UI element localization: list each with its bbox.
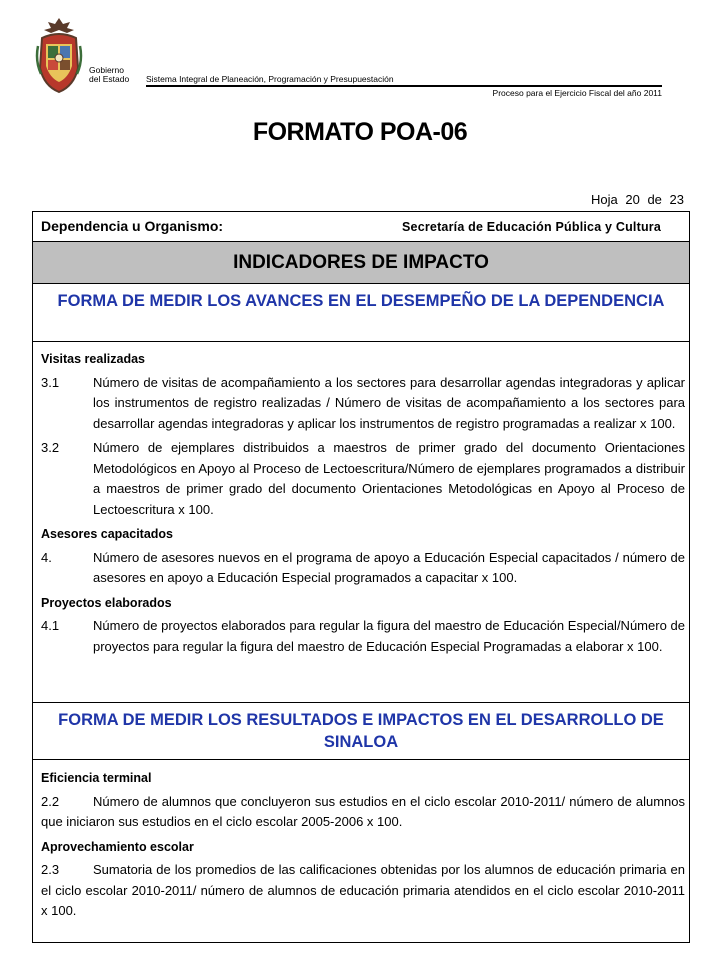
sheet-total: 23 (669, 192, 684, 207)
list-item (41, 860, 685, 922)
item-number: 4.1 (41, 618, 60, 633)
government-line-1: Gobierno (89, 65, 124, 75)
dependency-value: Secretaría de Educación Pública y Cultura (402, 220, 661, 234)
item-text: Número de alumnos que concluyeron sus estudios en el ciclo escolar 2010-2011/ número de alumnos que iniciaron sus estudios en el ciclo escolar 2005-2006 x 100. (41, 793, 685, 829)
group-subtitle: Visitas realizadas (41, 352, 146, 366)
list-item (41, 373, 685, 435)
system-name: Sistema Integral de Planeación, Programación y Presupuestación (146, 74, 394, 84)
dependency-row (33, 212, 689, 242)
page-header (0, 0, 720, 110)
section-2-body (41, 768, 685, 926)
group-subtitle: Proyectos elaborados (41, 595, 172, 610)
sheet-number (587, 192, 684, 207)
government-label (89, 66, 129, 84)
section-2-title: FORMA DE MEDIR LOS RESULTADOS E IMPACTOS EN EL DESARROLLO DE SINALOA (33, 702, 689, 760)
page-title: FORMATO POA-06 (252, 118, 468, 146)
government-line-2: del Estado (89, 74, 130, 84)
group-subtitle: Asesores capacitados (41, 527, 174, 541)
header-divider (146, 85, 662, 87)
item-number: 3.2 (41, 440, 60, 455)
list-item (41, 438, 685, 520)
item-text: Número de visitas de acompañamiento a los sectores para desarrollar agendas integradoras y aplicar los instrumentos de registro realizadas / Número de visitas de acompañamiento a los sectores para desarrollar agendas integradoras y aplicar los instrumentos de registro programadas a realizar x 100. (93, 374, 685, 431)
list-item (41, 616, 685, 657)
sheet-current: 20 (625, 192, 640, 207)
item-text: Número de proyectos elaborados para regular la figura del maestro de Educación Especial/Número de proyectos para regular la figura del maestro de Educación Especial Programadas a elaborar x 100. (93, 618, 685, 654)
item-text: Número de ejemplares distribuidos a maestros de primer grado del documento Orientaciones Metodológicos en Apoyo al Proceso de Lectoescritura/Número de ejemplares programados a distribuir a maestros de primer grado del documento Orientaciones Metodológicas en Apoyo al Proceso de Lectoescritura x 100. (93, 440, 685, 517)
item-number: 4. (41, 549, 52, 565)
item-text: Sumatoria de los promedios de las calificaciones obtenidas por los alumnos de educación primaria en el ciclo escolar 2010-2011/ número de alumnos de educación primaria atendidos en el ciclo escolar 2010-2011 x 100. (41, 862, 685, 918)
form-frame (32, 211, 690, 943)
sheet-label: Hoja (590, 192, 618, 207)
group-subtitle: Aprovechamiento escolar (41, 839, 194, 854)
state-seal-icon (34, 16, 84, 96)
process-year: Proceso para el Ejercicio Fiscal del año 2011 (492, 88, 662, 98)
section-header: INDICADORES DE IMPACTO (33, 242, 689, 284)
list-item (41, 792, 685, 833)
item-number: 2.3 (41, 862, 60, 877)
section-1-body (41, 349, 685, 661)
group-subtitle: Eficiencia terminal (41, 771, 152, 785)
dependency-label: Dependencia u Organismo: (41, 218, 224, 234)
sheet-of: de (647, 192, 662, 207)
item-number: 3.1 (41, 374, 60, 390)
item-number: 2.2 (41, 793, 60, 809)
section-1-title: FORMA DE MEDIR LOS AVANCES EN EL DESEMPEÑO DE LA DEPENDENCIA (33, 284, 689, 342)
item-text: Número de asesores nuevos en el programa de apoyo a Educación Especial capacitados / número de asesores en apoyo a Educación Especial programados a capacitar x 100. (93, 549, 685, 585)
list-item (41, 548, 685, 589)
